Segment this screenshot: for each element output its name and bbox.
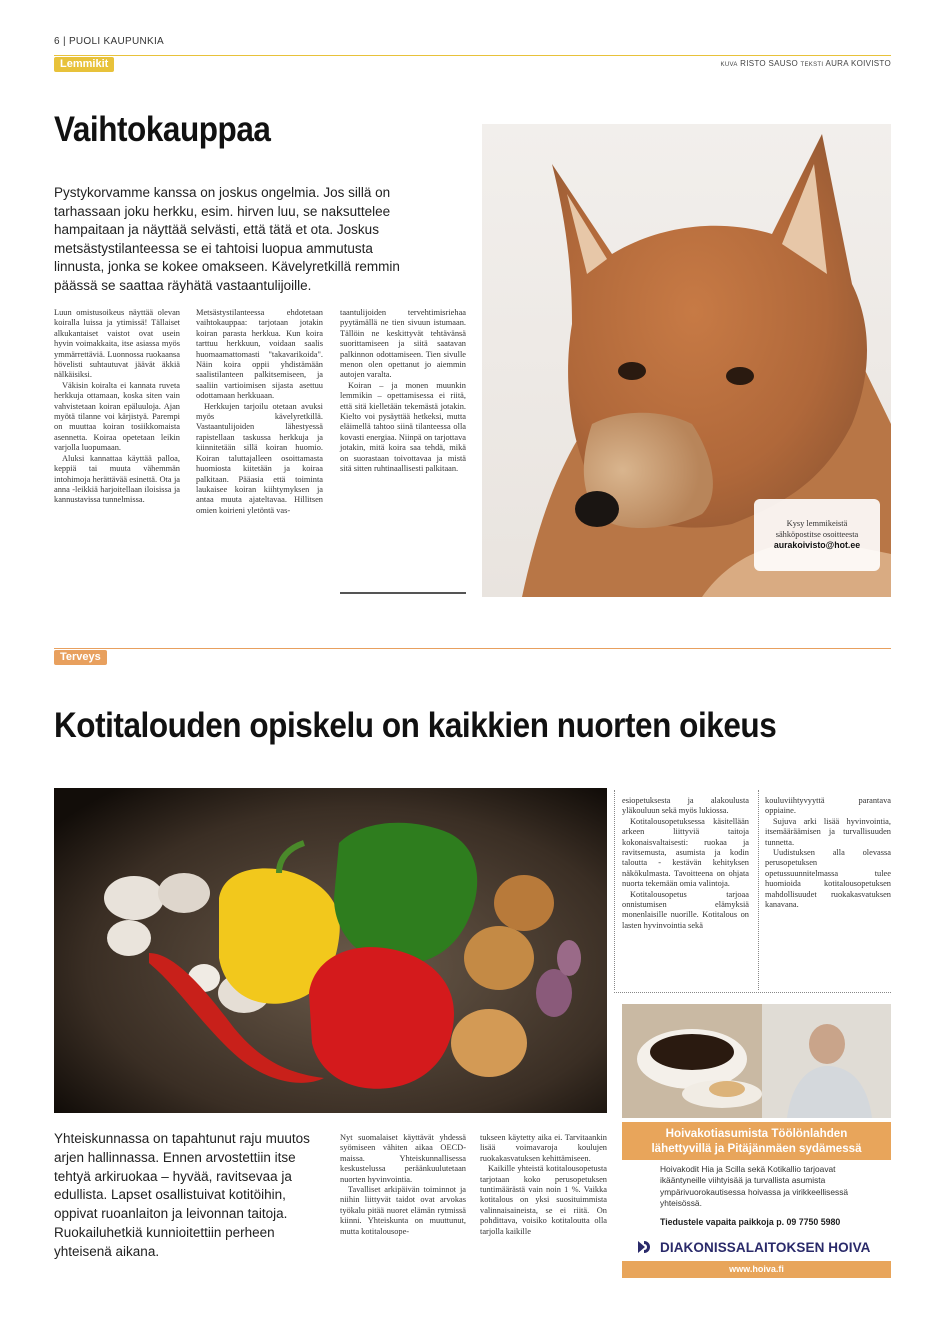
paragraph: Aluksi kannattaa käyttää palloa, keppiä tai muuta vähemmän intohimoja herättävää esinettä. Ota ja anna -leikkiä harjoitellaan iloisissa ja kannustavissa tunnelmissa. [54, 453, 180, 505]
section-tag-health: Terveys [54, 650, 107, 665]
vegetables-photo [54, 788, 607, 1113]
contact-email[interactable]: aurakoivisto@hot.ee [773, 540, 861, 550]
paragraph: Nyt suomalaiset käyttävät yhdessä syömiseen vähiten aikaa OECD-maissa. Yhteiskunnallisessa keskustelussa peräänkuulutetaan nuorten hyvinvointia. [340, 1133, 466, 1184]
section-tag-pets: Lemmikit [54, 57, 114, 72]
end-rule [340, 592, 466, 594]
contact-line: sähköpostitse osoitteesta [775, 530, 859, 539]
byline-credit: KUVA RISTO SAUSO TEKSTI AURA KOIVISTO [720, 59, 891, 68]
advertisement[interactable] [622, 1004, 891, 1278]
publication-name: PUOLI KAUPUNKIA [68, 36, 165, 47]
logo-text: DIAKONISSALAITOKSEN HOIVA [660, 1239, 871, 1255]
paragraph: kouluviihtyvyyttä parantava oppiaine. [765, 796, 891, 816]
article-column-3 [340, 308, 466, 475]
article-column-1 [340, 1133, 466, 1237]
ad-photo [622, 1004, 891, 1118]
paragraph: Kaikille yhteistä kotitalousopetusta tarjotaan koko perusopetuksen tuntimäärästä vain noin 1 %. Vaikka kotitalous on yksi suosituimmista valinnaisaineista, se ei riitä. On pohdittava, voisiko kotitaloutta olla tarjolla kaikille [480, 1164, 607, 1236]
contact-line: Kysy lemmikeistä [786, 519, 848, 528]
ad-logo [636, 1238, 871, 1256]
page-header: 6 | PUOLI KAUPUNKIA [54, 36, 165, 47]
paragraph: Herkkujen tarjoilu otetaan avuksi myös kävelyretkillä. Vastaantulijoiden lähestyessä rapistellaan taskussa herkkuja ja kiinnitetään sillä koiran huomio. Koiran taluttajalleen osoittamasta huomiosta kiitetään ja koiraa palkitaan. Pääasia että toiminta laukaisee koiran kiihtymyksen ja antaa muuta ajateltavaa. Hillitsen omien koirieni yletöntä vas- [196, 401, 323, 515]
ad-divider [614, 992, 891, 993]
article-title: Kotitalouden opiskelu on kaikkien nuorten oikeus [54, 706, 777, 745]
paragraph: Sujuva arki lisää hyvinvointia, itsemääräämisen ja turvallisuuden tunnetta. [765, 816, 891, 847]
ad-contact: Tiedustele vapaita paikkoja p. 09 7750 5980 [660, 1217, 841, 1227]
ad-url[interactable]: www.hoiva.fi [622, 1261, 891, 1278]
article-column-3 [622, 796, 749, 931]
contact-box [754, 499, 880, 571]
article-title: Vaihtokauppaa [54, 110, 271, 149]
paragraph: Koiran – ja monen muunkin lemmikin – opettamisessa ei riitä, että sitä kielletään tekemästä jotakin. Kielto voi pysäyttää hetkeksi, mutta eläimellä tahtoo siinä tilanteessa olla kovasti energiaa. Niinpä on tarjottava jotakin, mitä koira saa tehdä, mikä on suorastaan toivottavaa ja mistä sitä sitten ruhtinaallisesti palkitaan. [340, 380, 466, 474]
section-rule [54, 55, 891, 56]
ad-body: Hoivakodit Hia ja Scilla sekä Kotikallio tarjoavat ikääntyneille viihtyisää ja turvallista asumista ympärivuorokautisessa hoivassa ja virikkeellisessä yhteisössä. [660, 1164, 849, 1209]
paragraph: Kotitalousopetuksessa käsitellään arkeen liittyviä taitoja kokonaisvaltaisesti: ruokaa ja ravitsemusta, asumista ja kodin taloutta - kestävän kehityksen näkökulmasta. Tavoitteena on ohjata nuorta tekemään omia valintoja. [622, 816, 749, 889]
ad-headline: Hoivakotiasumista Töölönlahden lähettyvillä ja Pitäjänmäen sydämessä [622, 1122, 891, 1160]
article-lead: Pystykorvamme kanssa on joskus ongelmia. Jos sillä on tarhassaan joku herkku, esim. hirven luu, se naksuttelee hampaitaan ja näyttää selvästi, että tätä et ota. Joskus metsästystilanteessa se ei tahtoisi luopua ammutusta linnusta, jonka se kokee omakseen. Kävelyretkillä remmin päässä se saattaa räyhätä vastaantulijoille. [54, 185, 400, 293]
article-column-4 [765, 796, 891, 910]
page-number: 6 [54, 36, 60, 47]
paragraph: Kotitalousopetus tarjoaa onnistumisen elämyksiä monenlaisille nuorille. Kotitalous on lasten hyvinvointia sekä [622, 889, 749, 930]
paragraph: Metsästystilanteessa ehdotetaan vaihtokauppaa: tarjotaan jotakin koiran parasta herkkua. Kun koira tarttuu herkkuun, voidaan saalis huomaamattomasti "takavarikoida". Näin koira oppii yhdistämään saalistilanteen palkitsemiseen, ja saaliin vartioimisen sijasta asettuu odottamaan herkkuaan. [196, 308, 323, 401]
paragraph: esiopetuksesta ja alakoulusta yläkouluun sekä myös lukiossa. [622, 796, 749, 816]
article-column-2 [480, 1133, 607, 1237]
paragraph: Uudistuksen alla olevassa perusopetuksen opetussuunnitelmassa tulee huomioida kotitalousopetuksen mahdollisuudet ruokakasvatuksen kanavana. [765, 848, 891, 910]
paragraph: Tavalliset arkipäivän toiminnot ja niihin liittyvät taidot ovat arvokas työkalu pitää nuoret elämän rytmissä kiinni. Yhteiskunta on muuttunut, mutta kotitalousope- [340, 1185, 466, 1236]
article-column-1 [54, 308, 180, 506]
paragraph: tukseen käytetty aika ei. Tarvitaankin lisää voimavaroja koulujen ruokakasvatuksen kehittämiseen. [480, 1133, 607, 1163]
paragraph: Väkisin koiralta ei kannata ruveta herkkuja ottamaan, koska siten vain vahvistetaan koiran epäluuloja. Ajan myötä tilanne voi kärjistyä. Parempi on muuttaa koiran tosiikkomaista asennetta. Koiraa opetetaan leikin varjolla luopumaan. [54, 380, 180, 453]
logo-icon [636, 1238, 654, 1256]
paragraph: taantulijoiden tervehtimisriehaa pyytämällä ne tien sivuun istumaan. Tällöin ne keskittyvät tehtävänsä suorittamiseen ja siitä saatavan palkinnon odottamiseen. Tien sivulle menon olen opettanut jo aiemmin autojen varalta. [340, 308, 466, 380]
column-divider [758, 790, 759, 990]
article-column-2 [196, 308, 323, 516]
column-divider [614, 790, 615, 990]
section-rule [54, 648, 891, 649]
article-lead: Yhteiskunnassa on tapahtunut raju muutos arjen hallinnassa. Ennen arvostettiin itse tehtyä arkiruokaa – hyvää, ravitsevaa ja edullista. Lapset osallistuivat kotitöihin, oppivat ruoanlaiton ja leivonnan taitoja. Ruokailuhetkiä kunnioitettiin perheen yhteisenä aikana. [54, 1131, 310, 1259]
vegetables-illustration [54, 788, 607, 1113]
paragraph: Luun omistusoikeus näyttää olevan koiralla luissa ja ytimissä! Tällaiset alkukantaiset vaistot ovat usein hyvin voimakkaita, itse asiassa myös ymmärrettäviä. Luonnossa ruokaansa hövelisti suhtautuvat jäävät äkkiä nälkäisiksi. [54, 308, 180, 380]
